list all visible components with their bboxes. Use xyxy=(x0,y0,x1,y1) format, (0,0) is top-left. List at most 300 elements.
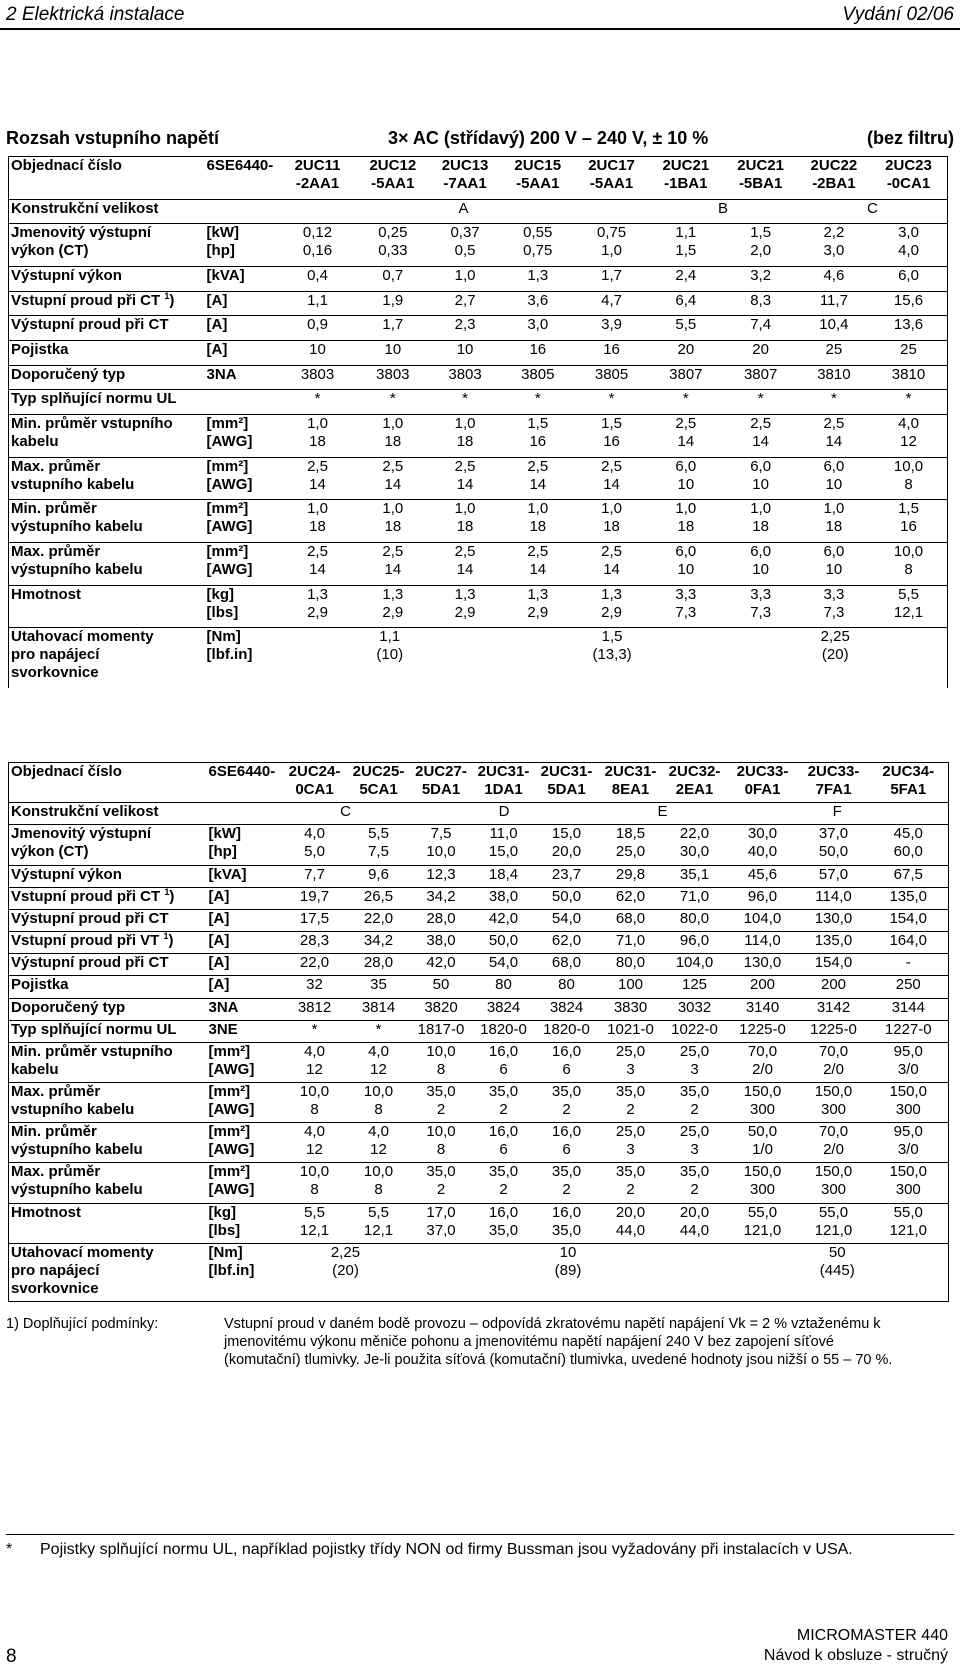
value-cell: 10,0 8 xyxy=(282,1083,348,1123)
value-cell: 22,0 xyxy=(348,909,410,931)
order-number-cell: 2UC21 -5BA1 xyxy=(737,157,784,192)
footnote-ref: 1 xyxy=(164,290,170,301)
value-cell: 16,0 6 xyxy=(473,1042,535,1082)
value-cell: 104,0 xyxy=(663,954,727,976)
value-cell: 3824 xyxy=(473,998,535,1020)
value-cell: 1,0 18 xyxy=(356,500,429,543)
spec-row xyxy=(9,1123,949,1163)
value-cell: 2,5 14 xyxy=(723,414,797,457)
value-cell: 2,5 14 xyxy=(279,457,356,500)
value-cell: 50,0 1/0 xyxy=(727,1123,799,1163)
value-cell: 1,0 18 xyxy=(575,500,648,543)
value-cell: 1,0 18 xyxy=(429,500,500,543)
value-cell: 4,0 12 xyxy=(282,1042,348,1082)
value-cell: 1820-0 xyxy=(473,1020,535,1042)
value-cell: 1,1 1,5 xyxy=(648,224,723,267)
row-unit: [mm²] [AWG] xyxy=(207,1083,282,1123)
value-cell: 10,0 8 xyxy=(282,1163,348,1203)
value-cell: * xyxy=(575,390,648,415)
group-cell: 1,1 (10) xyxy=(279,628,501,689)
value-cell: 0,4 xyxy=(279,266,356,291)
row-unit: [kVA] xyxy=(207,865,282,887)
row-label-end: ) xyxy=(168,932,174,950)
value-cell: * xyxy=(348,1020,410,1042)
value-cell: 50,0 xyxy=(473,932,535,954)
group-cell: 1,5 (13,3) xyxy=(501,628,724,689)
row-label-text: Pojistka xyxy=(11,976,69,994)
value-cell: 5,5 12,1 xyxy=(282,1203,348,1243)
spec-row xyxy=(9,825,949,865)
value-cell: * xyxy=(356,390,429,415)
value-cell: 54,0 xyxy=(535,909,599,931)
row-label xyxy=(9,199,205,224)
row-label xyxy=(9,365,205,390)
row-label xyxy=(9,390,205,415)
order-number-cell: 2UC27- 5DA1 xyxy=(415,763,467,798)
value-cell: 1,0 18 xyxy=(429,414,500,457)
value-cell: 1225-0 xyxy=(799,1020,869,1042)
spec-row xyxy=(9,291,948,316)
row-label-text: Min. průměr výstupního kabelu xyxy=(11,500,143,536)
order-number-cell: 2UC17 -5AA1 xyxy=(588,157,635,192)
spec-row xyxy=(9,1163,949,1203)
value-cell: 4,0 12 xyxy=(282,1123,348,1163)
value-cell: 80 xyxy=(473,976,535,998)
value-cell: 250 xyxy=(869,976,949,998)
value-cell: 16 xyxy=(575,340,648,365)
spec-row xyxy=(9,500,948,543)
value-cell: 80,0 xyxy=(663,909,727,931)
spec-row xyxy=(9,628,948,689)
spec-row xyxy=(9,1203,949,1243)
value-cell: 1,0 18 xyxy=(798,500,870,543)
value-cell: 19,7 xyxy=(282,887,348,909)
row-label-text: Doporučený typ xyxy=(11,998,126,1016)
row-label-text: Max. průměr výstupního kabelu xyxy=(11,542,143,578)
value-cell: 1,9 xyxy=(356,291,429,316)
value-cell: 2,5 14 xyxy=(356,457,429,500)
value-cell: 5,5 xyxy=(648,316,723,341)
row-label-end: ) xyxy=(169,291,175,309)
row-label xyxy=(9,266,205,291)
page-number: 8 xyxy=(6,1646,17,1667)
value-cell: 54,0 xyxy=(473,954,535,976)
row-label-text: Vstupní proud při VT xyxy=(11,932,164,950)
value-cell: 150,0 300 xyxy=(869,1083,949,1123)
spec-row xyxy=(9,157,948,200)
row-label xyxy=(9,542,205,585)
row-unit xyxy=(207,803,282,825)
spec-row xyxy=(9,976,949,998)
value-cell: 200 xyxy=(799,976,869,998)
row-label xyxy=(9,1243,207,1301)
value-cell: 3810 xyxy=(870,365,948,390)
row-label xyxy=(9,628,205,689)
value-cell: 70,0 2/0 xyxy=(727,1042,799,1082)
spec-row xyxy=(9,199,948,224)
value-cell: 29,8 xyxy=(599,865,663,887)
value-cell: 1227-0 xyxy=(869,1020,949,1042)
value-cell: 16,0 6 xyxy=(535,1123,599,1163)
value-cell: 2,5 14 xyxy=(501,542,575,585)
group-cell: 10 (89) xyxy=(410,1243,727,1301)
spec-row xyxy=(9,887,949,909)
edition-label: Vydání 02/06 xyxy=(842,4,954,25)
value-cell: 22,0 xyxy=(282,954,348,976)
row-unit: [mm²] [AWG] xyxy=(207,1123,282,1163)
value-cell: 1,7 xyxy=(356,316,429,341)
order-number-cell: 2UC31- 1DA1 xyxy=(477,763,530,798)
value-cell: 0,25 0,33 xyxy=(356,224,429,267)
row-unit xyxy=(205,199,279,224)
value-cell: 2,5 14 xyxy=(575,542,648,585)
value-cell: 3,6 xyxy=(501,291,575,316)
value-cell: * xyxy=(282,1020,348,1042)
value-cell: 2,7 xyxy=(429,291,500,316)
row-label xyxy=(9,157,205,200)
range-title: Rozsah vstupního napětí xyxy=(6,128,220,148)
value-cell: 1,3 2,9 xyxy=(429,585,500,628)
value-cell: 1,3 2,9 xyxy=(356,585,429,628)
row-unit: 6SE6440- xyxy=(206,157,274,174)
row-label-text: Hmotnost xyxy=(11,1203,81,1221)
value-cell: 10,0 8 xyxy=(410,1042,473,1082)
note-key: 1) Doplňující podmínky: xyxy=(6,1316,159,1332)
value-cell: 3,2 xyxy=(723,266,797,291)
value-cell: - xyxy=(869,954,949,976)
row-label-text: Utahovací momenty pro napájecí svorkovnice xyxy=(11,1243,154,1297)
row-label xyxy=(9,585,205,628)
row-label-text: Max. průměr vstupního kabelu xyxy=(11,1083,135,1119)
row-label xyxy=(9,224,205,267)
value-cell: 35,0 2 xyxy=(663,1083,727,1123)
value-cell: 4,0 5,0 xyxy=(282,825,348,865)
value-cell: 3814 xyxy=(348,998,410,1020)
value-cell: 1817-0 xyxy=(410,1020,473,1042)
row-unit: 3NE xyxy=(207,1020,282,1042)
value-cell: 3805 xyxy=(501,365,575,390)
group-cell: B xyxy=(648,199,798,224)
value-cell: 130,0 xyxy=(727,954,799,976)
value-cell: 35,0 2 xyxy=(535,1163,599,1203)
row-label xyxy=(9,763,207,803)
value-cell: 62,0 xyxy=(599,887,663,909)
row-label xyxy=(9,954,207,976)
row-label xyxy=(9,1123,207,1163)
value-cell: 67,5 xyxy=(869,865,949,887)
order-number-cell: 2UC21 -1BA1 xyxy=(662,157,710,192)
row-unit: [kg] [lbs] xyxy=(207,1203,282,1243)
value-cell: 150,0 300 xyxy=(869,1163,949,1203)
value-cell: 71,0 xyxy=(599,932,663,954)
order-number-cell: 2UC31- 5DA1 xyxy=(540,763,593,798)
value-cell: 35,0 2 xyxy=(535,1083,599,1123)
value-cell: 4,6 xyxy=(798,266,870,291)
footnote-text: Pojistky splňující normu UL, například pojistky třídy NON od firmy Bussman jsou vyžadovány při instalacích v USA. xyxy=(40,1541,853,1558)
page-footer xyxy=(764,1626,948,1666)
value-cell: 6,0 10 xyxy=(648,542,723,585)
group-cell: C xyxy=(798,199,948,224)
row-label-text: Max. průměr vstupního kabelu xyxy=(11,457,135,493)
value-cell: 104,0 xyxy=(727,909,799,931)
spec-row xyxy=(9,1020,949,1042)
value-cell: 10,4 xyxy=(798,316,870,341)
value-cell: 200 xyxy=(727,976,799,998)
value-cell: 35,0 2 xyxy=(663,1163,727,1203)
value-cell: 3144 xyxy=(869,998,949,1020)
row-label-text: Utahovací momenty pro napájecí svorkovnice xyxy=(11,628,154,682)
value-cell: 7,5 10,0 xyxy=(410,825,473,865)
order-number-cell: 2UC33- 7FA1 xyxy=(807,763,860,798)
value-cell: 16,0 6 xyxy=(473,1123,535,1163)
value-cell: 10 xyxy=(279,340,356,365)
value-cell: 32 xyxy=(282,976,348,998)
row-label xyxy=(9,1163,207,1203)
row-unit: [Nm] [lbf.in] xyxy=(207,1243,282,1301)
value-cell: * xyxy=(501,390,575,415)
value-cell: 50,0 xyxy=(535,887,599,909)
row-unit xyxy=(205,390,279,415)
value-cell: 2,4 xyxy=(648,266,723,291)
value-cell: 3820 xyxy=(410,998,473,1020)
value-cell: 25,0 3 xyxy=(663,1123,727,1163)
row-label-text: Výstupní výkon xyxy=(11,266,122,284)
row-label xyxy=(9,998,207,1020)
value-cell: 68,0 xyxy=(599,909,663,931)
row-label-text: Konstrukční velikost xyxy=(11,199,159,217)
value-cell: 12,3 xyxy=(410,865,473,887)
row-label-text: Jmenovitý výstupní výkon (CT) xyxy=(11,224,152,260)
value-cell: 1,0 xyxy=(429,266,500,291)
value-cell: 10,0 8 xyxy=(870,542,948,585)
value-cell: 16,0 35,0 xyxy=(535,1203,599,1243)
order-number-cell: 2UC22 -2BA1 xyxy=(810,157,858,192)
value-cell: 16,0 35,0 xyxy=(473,1203,535,1243)
row-label xyxy=(9,1203,207,1243)
footnote-ref: 1 xyxy=(164,886,170,897)
spec-row xyxy=(9,340,948,365)
value-cell: 1,0 18 xyxy=(723,500,797,543)
row-label-text: Hmotnost xyxy=(11,585,81,603)
value-cell: 3140 xyxy=(727,998,799,1020)
value-cell: 2,3 xyxy=(429,316,500,341)
value-cell: 2,5 14 xyxy=(501,457,575,500)
value-cell: 10,0 8 xyxy=(870,457,948,500)
value-cell: 38,0 xyxy=(410,932,473,954)
row-label-text: Objednací číslo xyxy=(11,763,122,780)
value-cell: 4,0 12 xyxy=(348,1042,410,1082)
value-cell: 10 xyxy=(356,340,429,365)
row-unit: [kg] [lbs] xyxy=(205,585,279,628)
group-cell: 2,25 (20) xyxy=(282,1243,410,1301)
row-unit: [A] xyxy=(207,887,282,909)
row-label-text: Max. průměr výstupního kabelu xyxy=(11,1163,143,1199)
value-cell: 0,9 xyxy=(279,316,356,341)
row-unit: [mm²] [AWG] xyxy=(207,1042,282,1082)
order-number-cell: 2UC24- 0CA1 xyxy=(288,763,341,798)
spec-row xyxy=(9,763,949,803)
value-cell: 35,0 2 xyxy=(410,1083,473,1123)
order-number-cell: 2UC12 -5AA1 xyxy=(369,157,417,192)
value-cell: 3807 xyxy=(648,365,723,390)
value-cell: 16,0 6 xyxy=(535,1042,599,1082)
value-cell: 11,0 15,0 xyxy=(473,825,535,865)
value-cell: 6,0 10 xyxy=(798,457,870,500)
value-cell: 45,6 xyxy=(727,865,799,887)
spec-row xyxy=(9,909,949,931)
spec-row xyxy=(9,1243,949,1301)
value-cell: 22,0 30,0 xyxy=(663,825,727,865)
row-label-text: Výstupní proud při CT xyxy=(11,954,169,972)
spec-row xyxy=(9,954,949,976)
spec-row xyxy=(9,457,948,500)
row-unit: [Nm] [lbf.in] xyxy=(205,628,279,689)
value-cell: 42,0 xyxy=(473,909,535,931)
value-cell: 1225-0 xyxy=(727,1020,799,1042)
spec-row xyxy=(9,865,949,887)
value-cell: 10 xyxy=(429,340,500,365)
value-cell: 5,5 7,5 xyxy=(348,825,410,865)
spec-row xyxy=(9,414,948,457)
value-cell: 3803 xyxy=(356,365,429,390)
value-cell: 2,5 14 xyxy=(429,542,500,585)
value-cell: 4,0 12 xyxy=(348,1123,410,1163)
spec-row xyxy=(9,224,948,267)
spec-row xyxy=(9,542,948,585)
value-cell: 135,0 xyxy=(799,932,869,954)
value-cell: 20 xyxy=(648,340,723,365)
product-name: MICROMASTER 440 xyxy=(796,1627,948,1644)
value-cell: 37,0 50,0 xyxy=(799,825,869,865)
value-cell: 3,3 7,3 xyxy=(798,585,870,628)
spec-table-2 xyxy=(8,762,949,1302)
value-cell: 114,0 xyxy=(727,932,799,954)
order-number-cell: 2UC25- 5CA1 xyxy=(352,763,405,798)
footnote-ref: 1 xyxy=(163,931,169,942)
group-cell: F xyxy=(727,803,949,825)
row-unit: [kW] [hp] xyxy=(207,825,282,865)
group-cell: 2,25 (20) xyxy=(723,628,947,689)
value-cell: 17,5 xyxy=(282,909,348,931)
value-cell: 25,0 3 xyxy=(663,1042,727,1082)
order-number-cell: 2UC23 -0CA1 xyxy=(885,157,932,192)
value-cell: 3,3 7,3 xyxy=(648,585,723,628)
value-cell: 16 xyxy=(501,340,575,365)
row-unit: [A] xyxy=(207,954,282,976)
row-unit: [A] xyxy=(207,976,282,998)
spec-table-1 xyxy=(8,156,948,688)
value-cell: 10,0 8 xyxy=(348,1163,410,1203)
row-label xyxy=(9,457,205,500)
value-cell: 10,0 8 xyxy=(348,1083,410,1123)
row-label-text: Typ splňující normu UL xyxy=(11,390,177,408)
row-label-text: Konstrukční velikost xyxy=(11,803,159,821)
row-label-end: ) xyxy=(169,887,175,905)
value-cell: 135,0 xyxy=(869,887,949,909)
value-cell: 26,5 xyxy=(348,887,410,909)
row-label xyxy=(9,825,207,865)
value-cell: 20 xyxy=(723,340,797,365)
row-label-text: Objednací číslo xyxy=(11,157,122,174)
value-cell: 35,0 2 xyxy=(473,1163,535,1203)
value-cell: 62,0 xyxy=(535,932,599,954)
row-label xyxy=(9,976,207,998)
range-filter: (bez filtru) xyxy=(867,128,954,148)
document-name: Návod k obsluze - stručný xyxy=(763,1647,948,1664)
value-cell: 3,0 4,0 xyxy=(870,224,948,267)
value-cell: 80,0 xyxy=(599,954,663,976)
value-cell: 2,5 14 xyxy=(356,542,429,585)
spec-row xyxy=(9,1083,949,1123)
note-text: Vstupní proud v daném bodě provozu – odpovídá zkratovému napětí napájení Vk = 2 % vztaženému k jmenovitému výkonu měniče pohonu a jmenovitému napětí napájení 240 V bez zapojení síťové (komutační) tlumivky. Je-li použita síťová (komutační) tlumivka, uvedené hodnoty jsou nižší o 55 – 70 %. xyxy=(224,1316,893,1368)
group-cell: D xyxy=(410,803,599,825)
value-cell: 2,5 14 xyxy=(279,542,356,585)
spec-row xyxy=(9,803,949,825)
footnote-symbol: * xyxy=(6,1541,13,1558)
value-cell: 1021-0 xyxy=(599,1020,663,1042)
value-cell: 13,6 xyxy=(870,316,948,341)
order-number-cell: 2UC31- 8EA1 xyxy=(604,763,657,798)
value-cell: 70,0 2/0 xyxy=(799,1123,869,1163)
value-cell: 71,0 xyxy=(663,887,727,909)
value-cell: 5,5 12,1 xyxy=(870,585,948,628)
value-cell: 130,0 xyxy=(799,909,869,931)
value-cell: 1,0 18 xyxy=(648,500,723,543)
row-label-text: Doporučený typ xyxy=(11,365,126,383)
value-cell: 1,7 xyxy=(575,266,648,291)
voltage-range-heading xyxy=(6,128,954,152)
value-cell: 30,0 40,0 xyxy=(727,825,799,865)
value-cell: 57,0 xyxy=(799,865,869,887)
row-unit: [mm²] [AWG] xyxy=(205,457,279,500)
value-cell: 38,0 xyxy=(473,887,535,909)
value-cell: 6,4 xyxy=(648,291,723,316)
value-cell: 154,0 xyxy=(869,909,949,931)
value-cell: 3812 xyxy=(282,998,348,1020)
spec-row xyxy=(9,585,948,628)
value-cell: * xyxy=(870,390,948,415)
value-cell: 6,0 10 xyxy=(723,542,797,585)
spec-row xyxy=(9,1042,949,1082)
value-cell: 1,1 xyxy=(279,291,356,316)
order-number-cell: 2UC33- 0FA1 xyxy=(736,763,789,798)
value-cell: 68,0 xyxy=(535,954,599,976)
value-cell: 150,0 300 xyxy=(727,1083,799,1123)
value-cell: 15,6 xyxy=(870,291,948,316)
value-cell: 150,0 300 xyxy=(799,1163,869,1203)
value-cell: 3,0 xyxy=(501,316,575,341)
spec-row xyxy=(9,316,948,341)
value-cell: 114,0 xyxy=(799,887,869,909)
row-unit: [A] xyxy=(205,316,279,341)
value-cell: 35,1 xyxy=(663,865,727,887)
row-label xyxy=(9,803,207,825)
row-label-text: Vstupní proud při CT xyxy=(11,887,165,905)
value-cell: 1,0 18 xyxy=(279,500,356,543)
value-cell: 8,3 xyxy=(723,291,797,316)
order-number-cell: 2UC11 -2AA1 xyxy=(294,157,341,192)
value-cell: 28,0 xyxy=(348,954,410,976)
value-cell: 7,4 xyxy=(723,316,797,341)
row-label xyxy=(9,1020,207,1042)
value-cell: 2,5 14 xyxy=(575,457,648,500)
value-cell: 95,0 3/0 xyxy=(869,1123,949,1163)
value-cell: * xyxy=(429,390,500,415)
value-cell: 28,0 xyxy=(410,909,473,931)
row-unit: [A] xyxy=(205,291,279,316)
row-label-text: Pojistka xyxy=(11,340,69,358)
range-voltage: 3× AC (střídavý) 200 V – 240 V, ± 10 % xyxy=(388,128,709,148)
